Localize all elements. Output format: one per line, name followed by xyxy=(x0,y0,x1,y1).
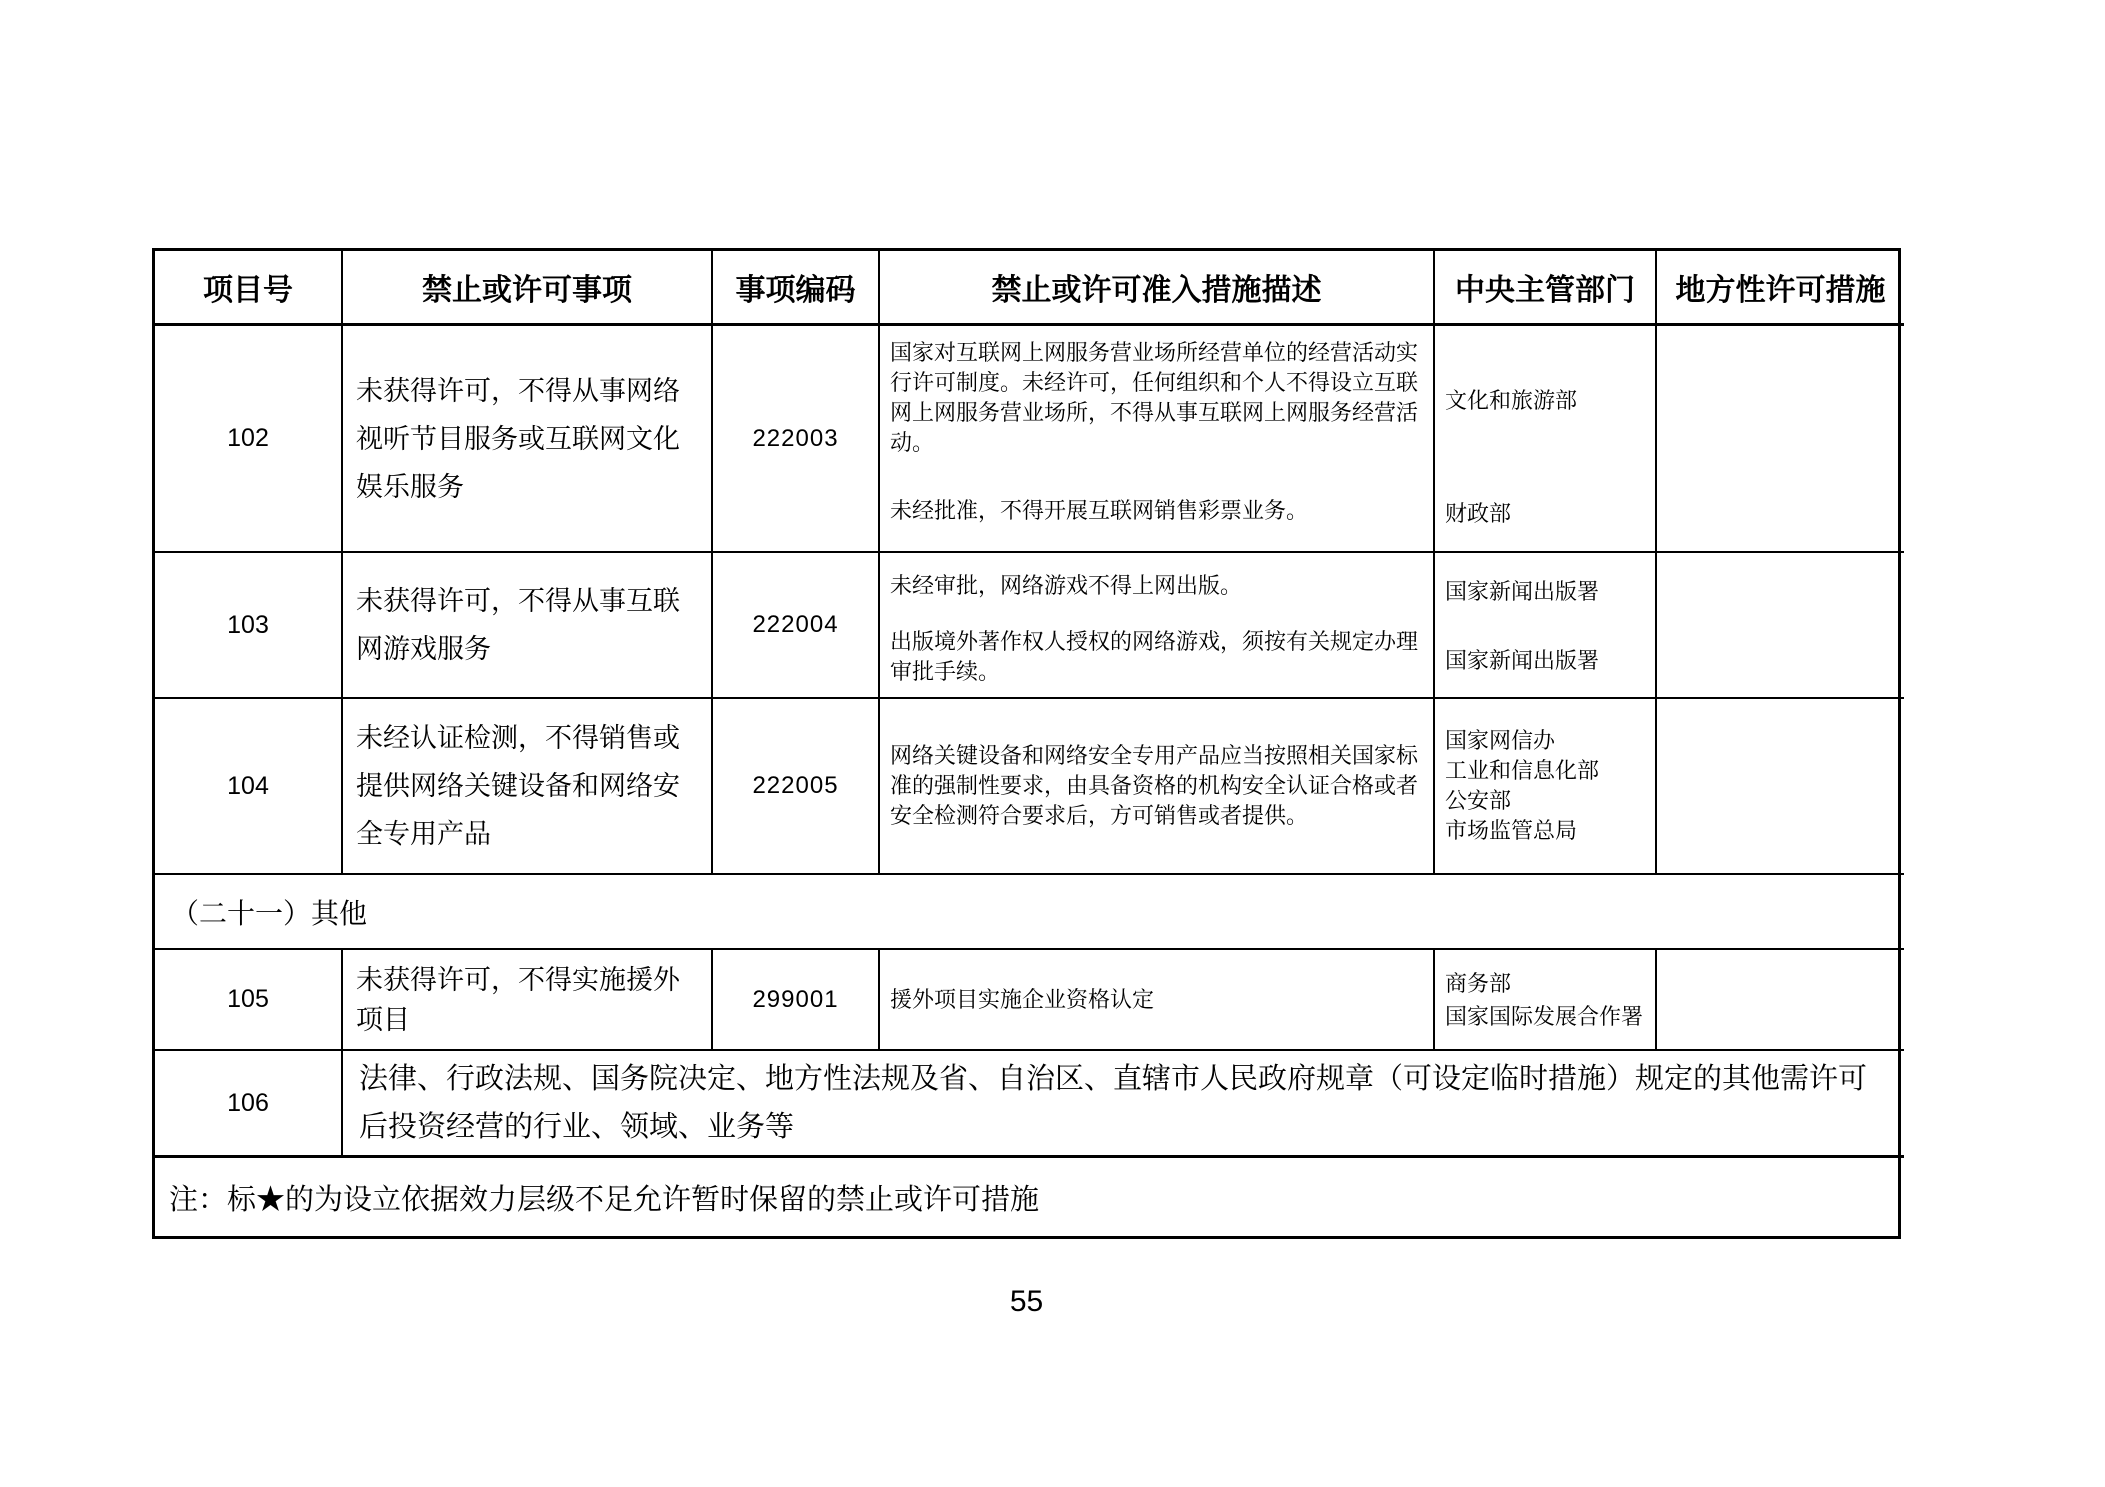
dept-cell xyxy=(1435,950,1657,1051)
header-matter: 禁止或许可事项 xyxy=(343,251,713,326)
dept-line: 财政部 xyxy=(1445,501,1512,526)
matter-text: 未获得许可，不得实施援外项目 xyxy=(356,964,680,1035)
header-code: 事项编码 xyxy=(713,251,880,326)
dept-line: 公安部 xyxy=(1445,788,1512,813)
item-no-cell: 106 xyxy=(155,1051,343,1158)
dept-cell xyxy=(1435,326,1657,553)
page-number: 55 xyxy=(1009,1285,1044,1318)
local-measures-cell xyxy=(1657,950,1904,1051)
matter-cell xyxy=(343,950,713,1051)
dept-line: 市场监管总局 xyxy=(1445,818,1578,843)
measure-paragraph: 出版境外著作权人授权的网络游戏，须按有关规定办理审批手续。 xyxy=(890,629,1419,684)
item-no-cell: 104 xyxy=(155,699,343,875)
item-no-cell: 103 xyxy=(155,553,343,699)
measure-paragraph: 未经审批，网络游戏不得上网出版。 xyxy=(890,573,1243,598)
dept-line: 文化和旅游部 xyxy=(1445,388,1578,413)
note-text: 注：标★的为设立依据效力层级不足允许暂时保留的禁止或许可措施 xyxy=(169,1183,1040,1216)
section-label: （二十一）其他 xyxy=(171,897,368,929)
merged-row-cell xyxy=(343,1051,1904,1158)
dept-line: 国家新闻出版署 xyxy=(1445,648,1600,673)
measure-paragraph: 未经批准，不得开展互联网销售彩票业务。 xyxy=(890,498,1309,523)
dept-cell xyxy=(1435,553,1657,699)
dept-line: 国家新闻出版署 xyxy=(1445,579,1600,604)
local-measures-cell xyxy=(1657,553,1904,699)
note-row xyxy=(155,1158,1904,1236)
desc-cell xyxy=(880,950,1435,1051)
code-cell: 299001 xyxy=(713,950,880,1051)
measure-paragraph: 国家对互联网上网服务营业场所经营单位的经营活动实行许可制度。未经许可，任何组织和个人不得设立互联网上网服务营业场所，不得从事互联网上网服务经营活动。 xyxy=(890,340,1419,455)
dept-line: 国家国际发展合作署 xyxy=(1445,1003,1644,1029)
header-measure-desc: 禁止或许可准入措施描述 xyxy=(880,251,1435,326)
measure-paragraph: 网络关键设备和网络安全专用产品应当按照相关国家标准的强制性要求，由具备资格的机构安全认证合格或者安全检测符合要求后，方可销售或者提供。 xyxy=(890,743,1419,828)
desc-cell xyxy=(880,699,1435,875)
header-item-no: 项目号 xyxy=(155,251,343,326)
desc-cell xyxy=(880,326,1435,553)
item-no-cell: 102 xyxy=(155,326,343,553)
code-cell: 222003 xyxy=(713,326,880,553)
measure-paragraph: 援外项目实施企业资格认定 xyxy=(890,986,1155,1012)
code-cell: 222004 xyxy=(713,553,880,699)
dept-line: 国家网信办 xyxy=(1445,728,1556,753)
local-measures-cell xyxy=(1657,699,1904,875)
dept-cell xyxy=(1435,699,1657,875)
item-no-cell: 105 xyxy=(155,950,343,1051)
matter-cell xyxy=(343,326,713,553)
matter-cell xyxy=(343,699,713,875)
matter-text: 未获得许可，不得从事网络视听节目服务或互联网文化娱乐服务 xyxy=(356,375,680,502)
dept-line: 工业和信息化部 xyxy=(1445,758,1600,783)
matter-cell xyxy=(343,553,713,699)
matter-text: 未获得许可，不得从事互联网游戏服务 xyxy=(356,586,680,664)
code-cell: 222005 xyxy=(713,699,880,875)
desc-cell xyxy=(880,553,1435,699)
section-row xyxy=(155,875,1904,950)
negative-list-table xyxy=(152,248,1901,1239)
merged-row-text: 法律、行政法规、国务院决定、地方性法规及省、自治区、直辖市人民政府规章（可设定临时措施）规定的其他需许可后投资经营的行业、领域、业务等 xyxy=(359,1063,1868,1143)
header-local-measures: 地方性许可措施 xyxy=(1657,251,1904,326)
local-measures-cell xyxy=(1657,326,1904,553)
matter-text: 未经认证检测，不得销售或提供网络关键设备和网络安全专用产品 xyxy=(356,723,680,849)
dept-line: 商务部 xyxy=(1445,970,1512,996)
header-central-dept: 中央主管部门 xyxy=(1435,251,1657,326)
